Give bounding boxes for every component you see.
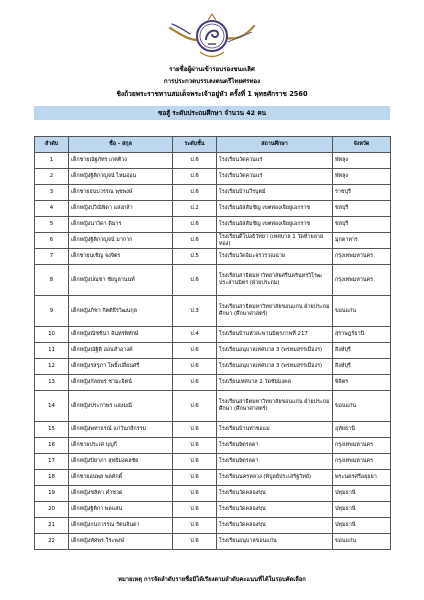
- grade-level-cell: ป.4: [173, 327, 217, 343]
- grade-level-cell: ป.3: [173, 296, 217, 327]
- student-name-cell: เด็กหญิงกัลยพร ชามะจิตน์: [69, 375, 173, 391]
- student-name-cell: เด็กชายธนบวรรณ พุชพงษ์: [69, 185, 173, 201]
- table-row: [35, 454, 391, 470]
- row-number-cell: 22: [35, 534, 69, 550]
- school-name-cell: โรงเรียนอัสสัมชัญ เขตทองเจียยูเอกราช: [217, 201, 333, 217]
- province-cell: พัทลุง: [333, 169, 391, 185]
- table-header-row: [35, 137, 391, 153]
- province-cell: ปทุมธานี: [333, 518, 391, 534]
- footnote: หมายเหตุ การจัดลำดับรายชื่อมิได้เรียงตามลำดับคะแนนที่ได้ในรอบคัดเลือก: [118, 577, 306, 583]
- student-name-cell: เด็กหญิงปณชา ชัยบูลานนท์: [69, 265, 173, 296]
- column-header-school: สถานศึกษา: [217, 137, 333, 153]
- school-name-cell: โรงเรียนนครหลวง (พิบูลย์ประเสริฐวิทย์): [217, 470, 333, 486]
- table-row: [35, 438, 391, 454]
- row-number-cell: 12: [35, 359, 69, 375]
- province-cell: กรุงเทพมหานคร: [333, 454, 391, 470]
- student-name-cell: เด็กหญิงนาวิดา ดิมาร: [69, 217, 173, 233]
- row-number-cell: 14: [35, 391, 69, 422]
- province-cell: ขอนแก่น: [333, 534, 391, 550]
- table-row: [35, 296, 391, 327]
- school-name-cell: โรงเรียนวัดควนแร่: [217, 169, 333, 185]
- row-number-cell: 4: [35, 201, 69, 217]
- province-cell: ปทุมธานี: [333, 502, 391, 518]
- row-number-cell: 17: [35, 454, 69, 470]
- province-cell: สิงห์บุรี: [333, 359, 391, 375]
- row-number-cell: 15: [35, 422, 69, 438]
- row-number-cell: 18: [35, 470, 69, 486]
- grade-level-cell: ป.6: [173, 217, 217, 233]
- table-row: [35, 391, 391, 422]
- province-cell: ขอนแก่น: [333, 391, 391, 422]
- row-number-cell: 8: [35, 265, 69, 296]
- school-name-cell: โรงเรียนสาธิตมหาวิทยาลัยศรีนครินทรวิโรฒ ประสานมิตร (ฝ่ายประถม): [217, 265, 333, 296]
- table-row: [35, 169, 391, 185]
- school-name-cell: โรงเรียนอนุบาลเทศบาล 3 (พรหมสรรเมืองร): [217, 343, 333, 359]
- province-cell: ชลบุรี: [333, 217, 391, 233]
- student-name-cell: เด็กหญิงชลิตา คำชวด: [69, 486, 173, 502]
- row-number-cell: 13: [35, 375, 69, 391]
- school-name-cell: โรงเรียนสาธิตมหาวิทยาลัยขอนแก่น ฝ่ายประถมศึกษา (ศึกษาศาสตร์): [217, 296, 333, 327]
- grade-level-cell: ป.6: [173, 343, 217, 359]
- grade-level-cell: ป.6: [173, 233, 217, 249]
- grade-level-cell: ป.6: [173, 422, 217, 438]
- student-name-cell: เด็กหญิงกนกวรรณ รัตนจินดา: [69, 518, 173, 534]
- document-title: รายชื่อผู้ผ่านเข้ารอบรองชนะเลิศ: [169, 66, 255, 73]
- school-name-cell: โรงเรียนจิตรลดา: [217, 438, 333, 454]
- grade-level-cell: ป.6: [173, 518, 217, 534]
- province-cell: พัทลุง: [333, 153, 391, 169]
- sorthong-emblem-logo: [168, 6, 256, 66]
- grade-level-cell: ป.6: [173, 265, 217, 296]
- province-cell: ชลบุรี: [333, 201, 391, 217]
- province-cell: กรุงเทพมหานคร: [333, 249, 391, 265]
- table-row: [35, 233, 391, 249]
- column-header-no: ลำดับ: [35, 137, 69, 153]
- school-name-cell: โรงเรียนวัดคลองขุน: [217, 486, 333, 502]
- province-cell: ราชบุรี: [333, 185, 391, 201]
- table-row: [35, 249, 391, 265]
- row-number-cell: 10: [35, 327, 69, 343]
- contest-subtitle: ชิงถ้วยพระราชทานสมเด็จพระเจ้าอยู่หัว ครั้งที่ 1 พุทธศักราช 2560: [116, 90, 308, 98]
- table-row: [35, 422, 391, 438]
- grade-level-cell: ป.6: [173, 169, 217, 185]
- student-name-cell: เด็กหญิงปวิณิพิดา แสงกล้า: [69, 201, 173, 217]
- school-name-cell: โรงเรียนบ้านท่าชอแม: [217, 422, 333, 438]
- row-number-cell: 3: [35, 185, 69, 201]
- school-name-cell: โรงเรียนอัสสัมชัญ เขตทองเจียยูเอกราช: [217, 217, 333, 233]
- school-name-cell: โรงเรียนบ้านหัวสะพานมิตรภาพที่ 217: [217, 327, 333, 343]
- grade-level-cell: ป.6: [173, 502, 217, 518]
- table-row: [35, 201, 391, 217]
- student-name-cell: เด็กหญิงประกาพร แสงมณี: [69, 391, 173, 422]
- column-header-level: ระดับชั้น: [173, 137, 217, 153]
- grade-level-cell: ป.2: [173, 201, 217, 217]
- province-cell: ขอนแก่น: [333, 296, 391, 327]
- category-banner: ซอสู้ ระดับประถมศึกษา จำนวน 42 คน: [34, 106, 390, 120]
- table-row: [35, 359, 391, 375]
- province-cell: พระนครศรีอยุธยา: [333, 470, 391, 486]
- school-name-cell: โรงเรียนสาธิตมหาวิทยาลัยขอนแก่น ฝ่ายประถมศึกษา (ศึกษาศาสตร์): [217, 391, 333, 422]
- row-number-cell: 9: [35, 296, 69, 327]
- school-name-cell: โรงเรียนจิตรลดา: [217, 454, 333, 470]
- row-number-cell: 21: [35, 518, 69, 534]
- province-cell: พิจิตร: [333, 375, 391, 391]
- province-cell: อุทัยธานี: [333, 422, 391, 438]
- grade-level-cell: ป.6: [173, 375, 217, 391]
- table-row: [35, 217, 391, 233]
- row-number-cell: 7: [35, 249, 69, 265]
- student-name-cell: เด็กหญิงพทาธรณ์ แก่วันกสิกรรม: [69, 422, 173, 438]
- school-name-cell: โรงเรียนวัดคลองขุน: [217, 502, 333, 518]
- row-number-cell: 1: [35, 153, 69, 169]
- school-name-cell: โรงเรียนวัดอิมะจรวรวณฉาย: [217, 249, 333, 265]
- table-row: [35, 470, 391, 486]
- student-name-cell: เด็กชายณัฐภัทร เกตติวง: [69, 153, 173, 169]
- grade-level-cell: ป.6: [173, 454, 217, 470]
- table-row: [35, 185, 391, 201]
- table-row: [35, 343, 391, 359]
- student-name-cell: เด็กหญิงฐิติกา พลแสน: [69, 502, 173, 518]
- grade-level-cell: ป.6: [173, 153, 217, 169]
- column-header-name: ชื่อ - สกุล: [69, 137, 173, 153]
- school-name-cell: โรงเรียนบ้านวีรบุตม์: [217, 185, 333, 201]
- province-cell: กรุงเทพมหานคร: [333, 265, 391, 296]
- school-name-cell: โรงเรียนวัดควนแร่: [217, 153, 333, 169]
- grade-level-cell: ป.5: [173, 249, 217, 265]
- table-row: [35, 327, 391, 343]
- province-cell: สุราษฎร์ธานี: [333, 327, 391, 343]
- table-row: [35, 486, 391, 502]
- table-row: [35, 534, 391, 550]
- grade-level-cell: ป.6: [173, 359, 217, 375]
- school-name-cell: โรงเรียนวัดคลองขุน: [217, 518, 333, 534]
- row-number-cell: 20: [35, 502, 69, 518]
- grade-level-cell: ป.6: [173, 391, 217, 422]
- school-name-cell: โรงเรียนอนุบาลเทศบาล 3 (พรหมสรรเมืองร): [217, 359, 333, 375]
- grade-level-cell: ป.6: [173, 470, 217, 486]
- grade-level-cell: ป.6: [173, 438, 217, 454]
- table-row: [35, 375, 391, 391]
- grade-level-cell: ป.6: [173, 486, 217, 502]
- row-number-cell: 2: [35, 169, 69, 185]
- school-name-cell: โรงเรียนอนุบาลขอนแก่น: [217, 534, 333, 550]
- contest-name: การประกวดบรรเลงดนตรีไทยศรทอง: [163, 78, 261, 85]
- student-name-cell: เด็กหญิงรสรุภา โพธิ์เปลี่ยนศรี: [69, 359, 173, 375]
- province-cell: มุกดาหาร: [333, 233, 391, 249]
- table-row: [35, 518, 391, 534]
- row-number-cell: 19: [35, 486, 69, 502]
- table-row: [35, 265, 391, 296]
- school-name-cell: โรงเรียนเทศบาล 2 วัดชัยมงคล: [217, 375, 333, 391]
- grade-level-cell: ป.6: [173, 534, 217, 550]
- student-name-cell: เด็กหญิงณิชชินา อินทรพิทักษ์: [69, 327, 173, 343]
- row-number-cell: 5: [35, 217, 69, 233]
- province-cell: สิงห์บุรี: [333, 343, 391, 359]
- row-number-cell: 6: [35, 233, 69, 249]
- province-cell: กรุงเทพมหานคร: [333, 438, 391, 454]
- student-name-cell: เด็กหญิงทัศพร วีระพงษ์: [69, 534, 173, 550]
- student-name-cell: เด็กชายประเศ บุญกี: [69, 438, 173, 454]
- student-name-cell: เด็กหญิงฐิติกาญจน์ ไหมอ่อน: [69, 169, 173, 185]
- row-number-cell: 16: [35, 438, 69, 454]
- student-name-cell: เด็กหญิงฐิติกาญจน์ มากาก: [69, 233, 173, 249]
- student-name-cell: เด็กชายนเชิญ จงจิตร: [69, 249, 173, 265]
- student-name-cell: เด็กหญิงภิชา กิตติธีรวิฒนกุล: [69, 296, 173, 327]
- column-header-province: จังหวัด: [333, 137, 391, 153]
- student-name-cell: เด็กชายอนพล พลคักดิ์: [69, 470, 173, 486]
- row-number-cell: 11: [35, 343, 69, 359]
- finalists-table: [34, 136, 391, 550]
- grade-level-cell: ป.6: [173, 185, 217, 201]
- school-name-cell: โรงเรียนดีโปอธิวัทยา (เทศบาล 1 วัดท้ายลายทอง): [217, 233, 333, 249]
- table-row: [35, 153, 391, 169]
- student-name-cell: เด็กหญิงณัฐิติ อ่อนสำอางค์: [69, 343, 173, 359]
- province-cell: ปทุมธานี: [333, 486, 391, 502]
- student-name-cell: เด็กหญิงปิยาภา สุทธิมงคลชัย: [69, 454, 173, 470]
- table-row: [35, 502, 391, 518]
